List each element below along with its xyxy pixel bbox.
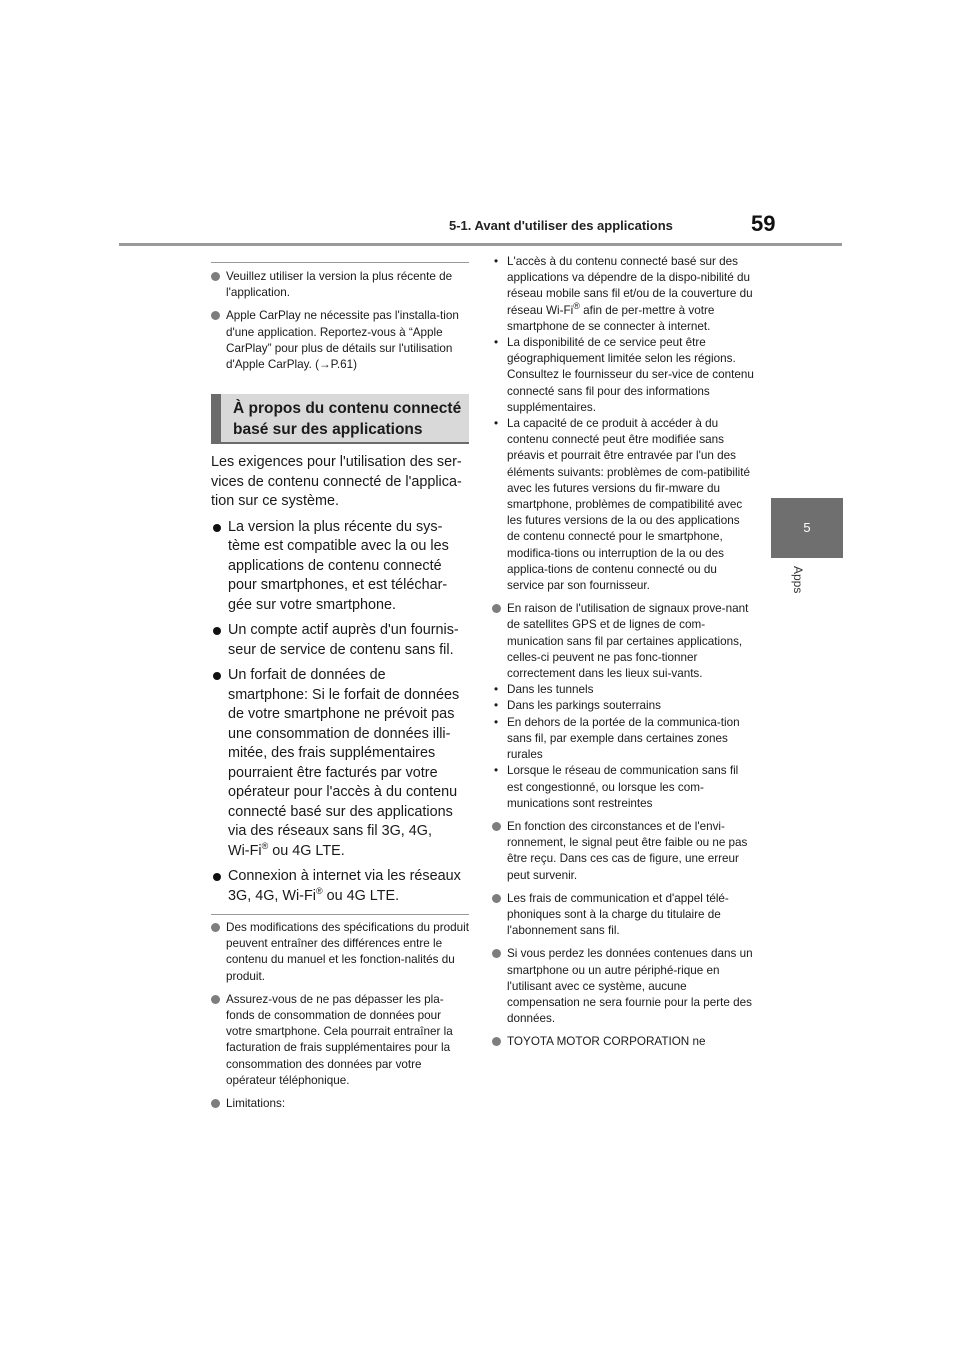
notes-top — [211, 269, 469, 380]
note-item: Si vous perdez les données contenues dans un smartphone ou un autre périphé-rique en l'utilisant avec ce système, aucune compensation ne sera fournie pour la perte des données. — [492, 946, 754, 1027]
note-gps — [492, 601, 754, 682]
note-text: En raison de l'utilisation de signaux prove-nant de satellites GPS et de lignes de com-munication sans fil par certaines applications, celles-ci peuvent ne pas fonc-tionner correctement dans les lieux sui-vants. — [507, 602, 749, 681]
section-heading-line: À propos du contenu connecté — [233, 400, 462, 417]
header-divider — [119, 243, 842, 246]
section-heading-line: basé sur des applications — [233, 421, 423, 438]
requirement-item — [211, 666, 469, 861]
note-item: Apple CarPlay ne nécessite pas l'installa-tion d'une application. Reportez-vous à “Apple CarPlay” pour plus de détails sur l'utilisation d'Apple CarPlay. (→P.61) — [211, 308, 469, 373]
chapter-tab: 5 — [771, 498, 843, 558]
note-item: Veuillez utiliser la version la plus récente de l'application. — [211, 269, 469, 301]
note-item: Des modifications des spécifications du produit peuvent entraîner des différences entre le contenu du manuel et les fonction-nalités du produit. — [211, 920, 469, 985]
requirement-item: Un compte actif auprès d'un fournis-seur de service de contenu sans fil. — [211, 621, 469, 660]
limitation-item: • La disponibilité de ce service peut être géographiquement limitée selon les régions. Consultez le fournisseur du ser-vice de contenu connecté sans fil pour des informations supplémentaires. — [492, 335, 754, 416]
section-header-title: 5-1. Avant d'utiliser des applications — [449, 218, 673, 233]
notes-bottom — [211, 920, 469, 1119]
gps-location-item: • Dans les parkings souterrains — [492, 698, 754, 714]
requirement-text: Wi-Fi — [228, 842, 262, 859]
chapter-tab-label: Apps — [791, 566, 805, 594]
limitation-item — [492, 254, 754, 335]
section-heading — [211, 394, 469, 444]
limitation-text: L'accès à du contenu connecté basé sur des applications va dépendre de la dispo-nibilité du réseau mobile sans fil et/ou de la couverture du réseau Wi-Fi — [507, 255, 753, 317]
registered-mark: ® — [315, 885, 323, 896]
page-number: 59 — [751, 211, 776, 236]
notes-divider-top — [211, 262, 469, 263]
gps-location-item: • Dans les tunnels — [492, 682, 754, 698]
notes-divider-bottom — [211, 914, 469, 915]
registered-mark: ® — [261, 840, 269, 851]
note-item: Les frais de communication et d'appel télé-phoniques sont à la charge du titulaire de l'abonnement sans fil. — [492, 891, 754, 940]
requirement-text: 3G, 4G, Wi-Fi — [228, 887, 316, 904]
limitation-item: • La capacité de ce produit à accéder à du contenu connecté peut être modifiée sans préavis et pourrait être entravée par l'un des éléments suivants: problèmes de com-patibilité avec les futures versions du fir-mware du smartphone, problèmes de compatibilité avec les futures versions de la ou des applications de contenu connecté pour le smartphone, modifica-tions ou interruption de la ou des applica-tions de contenu connecté ou du service par son fournisseur. — [492, 416, 754, 594]
requirement-text: ou 4G LTE. — [322, 887, 400, 904]
requirement-item — [211, 867, 469, 906]
note-item: Assurez-vous de ne pas dépasser les pla-fonds de consommation de données pour votre smartphone. Cela pourrait entraîner la facturation de frais supplémentaires pour la consommation des données par votre opérateur téléphonique. — [211, 992, 469, 1089]
limitation-text: afin de per-mettre à votre smartphone de se connecter à internet. — [507, 303, 715, 333]
note-item: TOYOTA MOTOR CORPORATION ne — [492, 1034, 754, 1050]
requirement-item: La version la plus récente du sys-tème est compatible avec la ou les applications de contenu connecté pour smartphones, et est téléchar-gée sur votre smartphone. — [211, 518, 469, 616]
note-item: En fonction des circonstances et de l'envi-ronnement, le signal peut être faible ou ne pas être reçu. Dans ces cas de figure, une erreur peut survenir. — [492, 819, 754, 884]
note-item: Limitations: — [211, 1096, 469, 1112]
limitations-block — [492, 254, 754, 1058]
requirements-block — [211, 453, 469, 906]
registered-mark: ® — [573, 300, 580, 311]
requirement-text: Un forfait de données de smartphone: Si le forfait de données de votre smartphone ne prévoit pas une consommation de données illi-mitée, des frais supplémentaires pourraient être facturés par votre opérateur pour l'accès à du contenu connecté basé sur des applications via des réseaux sans fil 3G, 4G, — [228, 667, 460, 839]
requirement-text: Connexion à internet via les réseaux — [228, 868, 461, 884]
intro-paragraph: Les exigences pour l'utilisation des ser-vices de contenu connecté de l'applica-tion sur ce système. — [211, 454, 462, 509]
gps-location-item: • Lorsque le réseau de communication sans fil est congestionné, ou lorsque les com-munications sont restreintes — [492, 763, 754, 812]
requirement-text: ou 4G LTE. — [268, 842, 345, 859]
gps-location-item: • En dehors de la portée de la communica-tion sans fil, par exemple dans certaines zones rurales — [492, 715, 754, 764]
